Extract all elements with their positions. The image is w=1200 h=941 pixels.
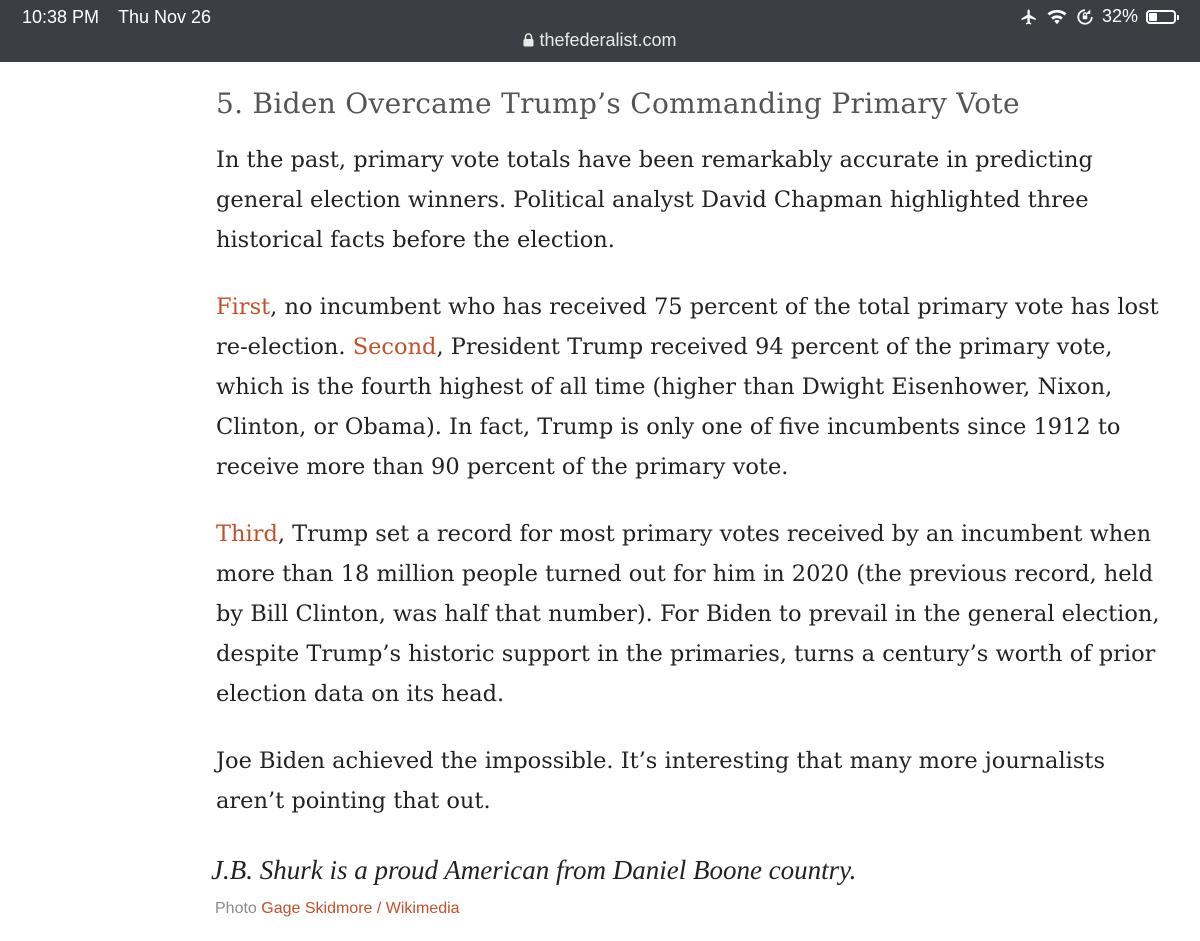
link-third[interactable]: Third (216, 521, 278, 547)
wifi-icon (1046, 8, 1068, 26)
section-heading: 5. Biden Overcame Trump’s Commanding Primary Vote (216, 87, 1020, 120)
photo-label: Photo (215, 900, 257, 917)
author-bio: J.B. Shurk is a proud American from Daniel Boone country. (211, 855, 857, 885)
paragraph-third (216, 514, 1176, 714)
status-indicators (1020, 6, 1176, 27)
address-bar[interactable] (0, 30, 1200, 52)
url-text[interactable]: thefederalist.com (539, 30, 677, 50)
paragraph-second-text: , President Trump received 94 percent of the primary vote, which is the fourth highest of all time (higher than Dwight Eisenhower, Nixon, Clinton, or Obama). In fact, Trump is only one of five incumbents since 1912 to receive more than 90 percent of the primary vote. (216, 334, 1121, 480)
link-second[interactable]: Second (352, 334, 437, 360)
battery-fill (1149, 13, 1157, 21)
photo-credit-link[interactable]: Gage Skidmore / Wikimedia (261, 900, 460, 917)
paragraph-third-text: , Trump set a record for most primary votes received by an incumbent when more than 18 million people turned out for him in 2020 (the previous record, held by Bill Clinton, was half that number). For Biden to prevail in the general election, despite Trump’s historic support in the primaries, turns a century’s worth of prior election data on its head. (216, 521, 1160, 707)
status-bar (0, 0, 1200, 62)
status-date: Thu Nov 26 (118, 7, 212, 27)
photo-credit (215, 900, 460, 918)
paragraph-first-second (216, 287, 1176, 487)
link-first[interactable]: First (216, 294, 271, 320)
paragraph-first-text: , no incumbent who has received 75 percent of the total primary vote has lost re-election. (216, 294, 1159, 360)
rotation-lock-icon (1076, 8, 1094, 26)
lock-icon (523, 31, 534, 52)
article-body (216, 84, 1176, 848)
status-time: 10:38 PM (22, 7, 100, 27)
paragraph-intro: In the past, primary vote totals have been remarkably accurate in predicting general election winners. Political analyst David Chapman highlighted three historical facts before the election. (216, 147, 1093, 253)
paragraph-conclusion: Joe Biden achieved the impossible. It’s interesting that many more journalists aren’t pointing that out. (216, 748, 1105, 814)
airplane-icon (1020, 8, 1038, 26)
battery-percent: 32% (1101, 6, 1138, 26)
battery-icon (1146, 10, 1176, 24)
